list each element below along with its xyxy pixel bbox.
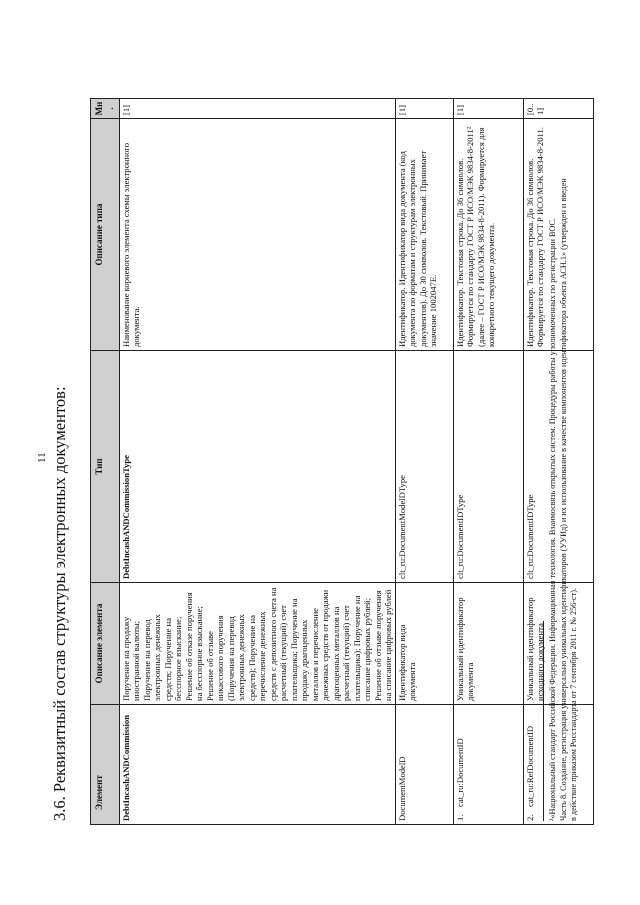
cell-multiplicity: [1]	[453, 99, 523, 119]
cell-type-description: Идентификатор. Текстовая строка. До 36 символов. Формируется по стандарту ГОСТ Р ИСО/МЭК 9834-8-2011² (далее – ГОСТ Р ИСО/МЭК 9834-8-2011). Формируется для конкретного текущего документа.	[453, 119, 523, 351]
cell-type: DebtIncashANDCommissionType	[119, 351, 395, 583]
table-header-row	[91, 99, 120, 825]
row-number: 1.	[454, 814, 465, 821]
cell-element-description: Уникальный идентификатор исходного документа	[523, 583, 593, 705]
cell-multiplicity: [0..1]	[523, 99, 593, 119]
cell-element-description: Идентификатор вида документа	[395, 583, 453, 705]
header-multiplicity: Мн.	[91, 99, 120, 119]
table-row	[395, 99, 453, 825]
table-row	[119, 99, 395, 825]
cell-type: clt_ru:DocumentModelDType	[395, 351, 453, 583]
cell-element-text: cat_ru:DocumentID	[454, 738, 465, 807]
cell-element	[119, 705, 395, 825]
cell-type: clt_ru:DocumentIDType	[453, 351, 523, 583]
footnote	[548, 99, 580, 821]
header-element-description: Описание элемента	[91, 583, 120, 705]
requisites-table	[90, 98, 594, 825]
cell-element	[395, 705, 453, 825]
footnote-divider	[543, 621, 544, 821]
header-type: Тип	[91, 351, 120, 583]
cell-type-description: Идентификатор. Идентификатор вида документа (код документа по форматам и структурам электронных документов). До 30 символов. Текстовый. Принимает значение 1002047E.	[395, 119, 453, 351]
cell-type-description: Идентификатор. Текстовая строка. До 36 символов. Формируется по стандарту ГОСТ Р ИСО/МЭК 9834-8-2011.	[523, 119, 593, 351]
cell-multiplicity: [1]	[395, 99, 453, 119]
cell-element-description: Уникальный идентификатор документа	[453, 583, 523, 705]
footnote-line: ²«Национальный стандарт Российской Федерации. Информационная технология. Взаимосвязь открытых систем. Процедуры работы уполномоченных по регистрации ВОС.	[548, 218, 557, 821]
footnote-line: в действие приказом Росстандарта от 7 сентября 2011 г. № 256-ст).	[569, 588, 578, 821]
cell-element-text: cat_ru:RefDocumentID	[524, 725, 535, 807]
footnote-line: Часть 8. Создание, регистрация универсально уникальных идентификаторов (УУИд) и их использование в качестве компонентов идентификатора объекта АСН.1» (утвержден и введен	[558, 178, 568, 821]
header-element: Элемент	[91, 705, 120, 825]
cell-element-text: DebtIncashANDCommission	[120, 715, 131, 821]
table-row	[453, 99, 523, 825]
section-heading: 3.6. Реквизитный состав структуры электронных документов:	[50, 386, 69, 821]
cell-element	[453, 705, 523, 825]
row-number: 2.	[524, 814, 535, 821]
cell-type-description: Наименование корневого элемента схемы электронного документа.	[119, 119, 395, 351]
header-type-description: Описание типа	[91, 119, 120, 351]
cell-element-description: Поручение на продажу иностранной валюты; Поручение на перевод электронных денежных средств; Поручение на бесспорное взыскание; Решение об отказе поручения на бесспорное взыскание; Решение об отзыве инкассового поручения (Поручения на перевод электронных денежных средств); Поручение на перечисление денежных средств с депозитного счета на расчетный (текущий) счет плательщика; Поручение на продажу драгоценных металлов и перечисление денежных средств от продажи драгоценных металлов на расчетный (текущий) счет плательщика); Поручение на списание цифровых рублей; Решение об отзыве поручения на списание цифровых рублей	[119, 583, 395, 705]
cell-multiplicity: [1]	[119, 99, 395, 119]
page-number: 11	[36, 452, 48, 463]
cell-element-text: DocumentModelD	[396, 756, 407, 821]
cell-type: clt_ru:DocumentIDType	[523, 351, 593, 583]
